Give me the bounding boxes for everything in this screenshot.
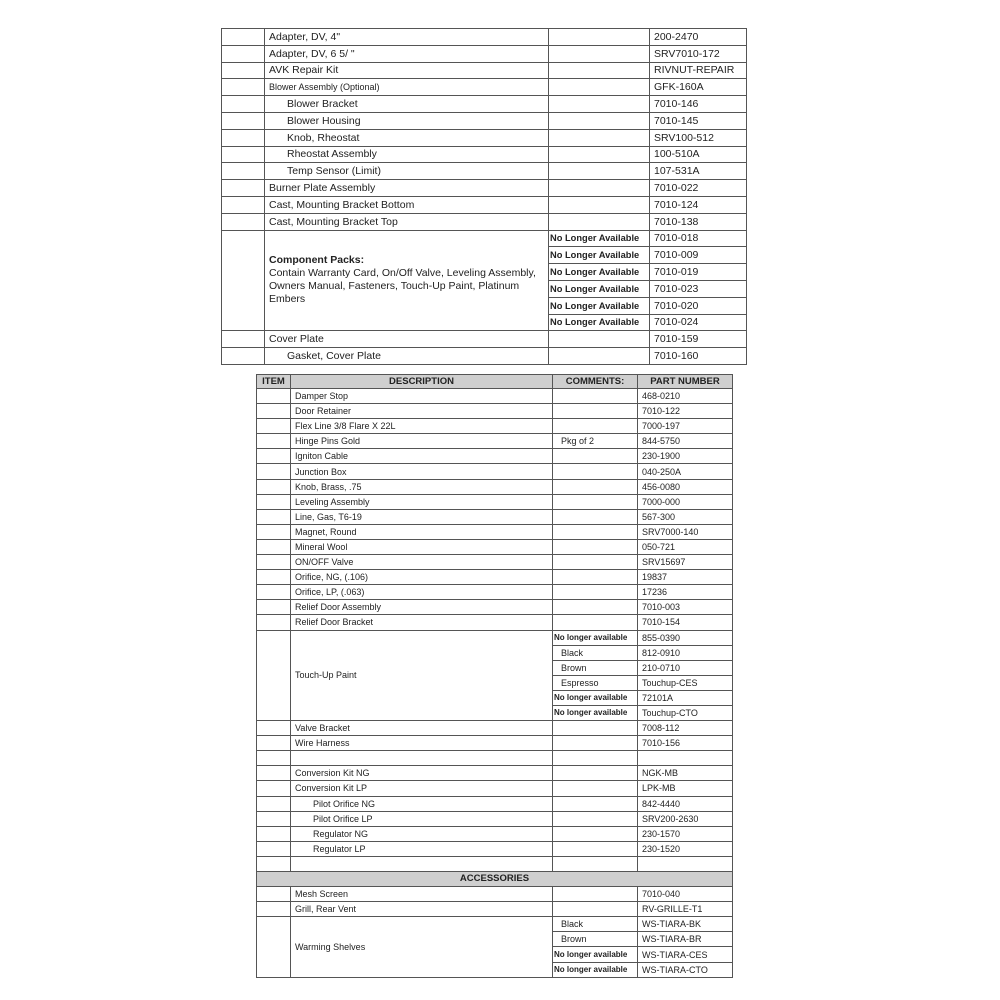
description-cell: Cover Plate (265, 331, 549, 348)
item-cell (257, 721, 291, 736)
comment-cell (553, 887, 638, 902)
comment-cell: No Longer Available (549, 297, 650, 314)
table-row (257, 796, 733, 811)
table-row (257, 389, 733, 404)
description-cell: Junction Box (291, 464, 553, 479)
description-cell: Cast, Mounting Bracket Bottom (265, 196, 549, 213)
part-number-cell: 7000-000 (638, 494, 733, 509)
item-cell (257, 479, 291, 494)
table-row (257, 585, 733, 600)
part-number-cell: 7010-023 (650, 280, 747, 297)
part-number-cell: RV-GRILLE-T1 (638, 902, 733, 917)
comment-cell: No Longer Available (549, 280, 650, 297)
comment-cell (553, 404, 638, 419)
table-row (222, 112, 747, 129)
header-part-number: PART NUMBER (638, 375, 733, 389)
table-row (257, 404, 733, 419)
part-number-cell: 7010-009 (650, 247, 747, 264)
comment-cell (553, 600, 638, 615)
description-cell: Flex Line 3/8 Flare X 22L (291, 419, 553, 434)
component-packs-cell (265, 230, 549, 331)
table-row (257, 509, 733, 524)
description-cell: Mesh Screen (291, 887, 553, 902)
comment-cell (549, 196, 650, 213)
comment-cell (549, 79, 650, 96)
part-number-cell: 7010-040 (638, 887, 733, 902)
description-cell (291, 751, 553, 766)
item-cell (257, 585, 291, 600)
table-row (257, 887, 733, 902)
parts-table-lower-body (257, 389, 733, 978)
item-cell (222, 348, 265, 365)
comment-cell: Black (553, 645, 638, 660)
part-number-cell: 230-1570 (638, 826, 733, 841)
part-number-cell: Touchup-CES (638, 675, 733, 690)
description-cell: Knob, Rheostat (265, 129, 549, 146)
comment-cell: No Longer Available (549, 264, 650, 281)
comment-cell: No longer available (553, 690, 638, 705)
part-number-cell: 7010-003 (638, 600, 733, 615)
table-row (257, 524, 733, 539)
part-number-cell: 7000-197 (638, 419, 733, 434)
item-cell (222, 213, 265, 230)
table-row (257, 630, 733, 645)
description-cell: Cast, Mounting Bracket Top (265, 213, 549, 230)
part-number-cell: 17236 (638, 585, 733, 600)
part-number-cell: 468-0210 (638, 389, 733, 404)
comment-cell: No Longer Available (549, 230, 650, 247)
comment-cell (549, 29, 650, 46)
table-row (257, 494, 733, 509)
table-row (222, 196, 747, 213)
comment-cell (553, 419, 638, 434)
description-cell: Blower Assembly (Optional) (265, 79, 549, 96)
comment-cell (553, 721, 638, 736)
description-cell: Igniton Cable (291, 449, 553, 464)
comment-cell (549, 348, 650, 365)
comment-cell (553, 736, 638, 751)
description-cell: Conversion Kit NG (291, 766, 553, 781)
part-number-cell: WS-TIARA-CTO (638, 962, 733, 977)
item-cell (257, 826, 291, 841)
component-packs-text: Contain Warranty Card, On/Off Valve, Leveling Assembly, Owners Manual, Fasteners, Touch-Up Paint, Platinum Embers (269, 267, 536, 306)
part-number-cell: 7010-160 (650, 348, 747, 365)
part-number-cell: 210-0710 (638, 660, 733, 675)
header-item: ITEM (257, 375, 291, 389)
table-row (222, 163, 747, 180)
item-cell (222, 180, 265, 197)
description-cell: Valve Bracket (291, 721, 553, 736)
part-number-cell: GFK-160A (650, 79, 747, 96)
accessories-label: ACCESSORIES (257, 872, 733, 887)
comment-cell (553, 555, 638, 570)
description-cell: Blower Bracket (265, 96, 549, 113)
parts-table-lower (256, 374, 733, 978)
parts-table-upper-body (222, 29, 747, 365)
table-row (222, 146, 747, 163)
description-cell: Adapter, DV, 6 5/ " (265, 45, 549, 62)
part-number-cell: 842-4440 (638, 796, 733, 811)
description-cell: Door Retainer (291, 404, 553, 419)
table-row (222, 62, 747, 79)
description-cell: Temp Sensor (Limit) (265, 163, 549, 180)
comment-cell (553, 524, 638, 539)
table-row (222, 45, 747, 62)
table-row (257, 434, 733, 449)
item-cell (257, 449, 291, 464)
comment-cell (549, 45, 650, 62)
description-cell: Regulator NG (291, 826, 553, 841)
part-number-cell: SRV15697 (638, 555, 733, 570)
item-cell (257, 600, 291, 615)
part-number-cell: Touchup-CTO (638, 705, 733, 720)
description-cell: Damper Stop (291, 389, 553, 404)
table-row (257, 856, 733, 871)
accessories-section-row (257, 872, 733, 887)
part-number-cell: 200-2470 (650, 29, 747, 46)
description-cell: Touch-Up Paint (291, 630, 553, 721)
description-cell: Adapter, DV, 4" (265, 29, 549, 46)
description-cell: Knob, Brass, .75 (291, 479, 553, 494)
comment-cell (553, 751, 638, 766)
part-number-cell: 7010-022 (650, 180, 747, 197)
item-cell (257, 751, 291, 766)
description-cell: AVK Repair Kit (265, 62, 549, 79)
part-number-cell: SRV200-2630 (638, 811, 733, 826)
table-row (257, 570, 733, 585)
comment-cell (549, 129, 650, 146)
comment-cell: Espresso (553, 675, 638, 690)
description-cell: Pilot Orifice NG (291, 796, 553, 811)
table-row (257, 917, 733, 932)
table-row (222, 348, 747, 365)
table-row (222, 129, 747, 146)
description-cell: Relief Door Assembly (291, 600, 553, 615)
table-row (257, 539, 733, 554)
item-cell (257, 902, 291, 917)
part-number-cell: RIVNUT-REPAIR (650, 62, 747, 79)
table-row (257, 721, 733, 736)
part-number-cell: SRV7000-140 (638, 524, 733, 539)
part-number-cell: 19837 (638, 570, 733, 585)
item-cell (257, 630, 291, 721)
table-row (257, 841, 733, 856)
part-number-cell: 050-721 (638, 539, 733, 554)
item-cell (222, 196, 265, 213)
component-packs-title: Component Packs: (269, 254, 365, 267)
comment-cell (553, 464, 638, 479)
description-cell: Orifice, LP, (.063) (291, 585, 553, 600)
item-cell (257, 509, 291, 524)
item-cell (257, 811, 291, 826)
comment-cell (553, 766, 638, 781)
description-cell: Conversion Kit LP (291, 781, 553, 796)
description-cell: Hinge Pins Gold (291, 434, 553, 449)
parts-table-upper (221, 28, 747, 365)
table-row (257, 811, 733, 826)
item-cell (222, 45, 265, 62)
comment-cell (553, 585, 638, 600)
comment-cell: No longer available (553, 947, 638, 962)
item-cell (257, 766, 291, 781)
item-cell (257, 404, 291, 419)
table-row (257, 766, 733, 781)
table-row (257, 615, 733, 630)
item-cell (257, 419, 291, 434)
comment-cell (553, 494, 638, 509)
table-row (257, 479, 733, 494)
part-number-cell: 7010-146 (650, 96, 747, 113)
item-cell (257, 736, 291, 751)
item-cell (222, 62, 265, 79)
item-cell (222, 79, 265, 96)
table-row (257, 419, 733, 434)
comment-cell (553, 449, 638, 464)
comment-cell (549, 62, 650, 79)
comment-cell (553, 570, 638, 585)
item-cell (257, 856, 291, 871)
part-number-cell: 7010-122 (638, 404, 733, 419)
part-number-cell: 040-250A (638, 464, 733, 479)
table-row (257, 600, 733, 615)
table-row (222, 213, 747, 230)
item-cell (222, 230, 265, 331)
item-cell (222, 129, 265, 146)
comment-cell (553, 479, 638, 494)
table-row (222, 331, 747, 348)
part-number-cell: SRV100-512 (650, 129, 747, 146)
part-number-cell: 456-0080 (638, 479, 733, 494)
part-number-cell: 7010-124 (650, 196, 747, 213)
comment-cell (553, 841, 638, 856)
comment-cell (549, 146, 650, 163)
comment-cell (553, 389, 638, 404)
item-cell (257, 570, 291, 585)
item-cell (222, 331, 265, 348)
comment-cell (553, 509, 638, 524)
item-cell (222, 146, 265, 163)
comment-cell: No longer available (553, 705, 638, 720)
part-number-cell: 72101A (638, 690, 733, 705)
part-number-cell: 812-0910 (638, 645, 733, 660)
table-row (257, 555, 733, 570)
description-cell: Line, Gas, T6-19 (291, 509, 553, 524)
comment-cell (553, 781, 638, 796)
item-cell (257, 434, 291, 449)
description-cell: Gasket, Cover Plate (265, 348, 549, 365)
part-number-cell: 7010-159 (650, 331, 747, 348)
part-number-cell: 230-1900 (638, 449, 733, 464)
item-cell (257, 781, 291, 796)
comment-cell: Brown (553, 932, 638, 947)
item-cell (257, 796, 291, 811)
description-cell: Mineral Wool (291, 539, 553, 554)
table-row (257, 751, 733, 766)
part-number-cell: LPK-MB (638, 781, 733, 796)
part-number-cell: 567-300 (638, 509, 733, 524)
part-number-cell: 7010-138 (650, 213, 747, 230)
part-number-cell (638, 856, 733, 871)
comment-cell: No Longer Available (549, 314, 650, 331)
comment-cell (553, 826, 638, 841)
item-cell (257, 555, 291, 570)
item-cell (257, 887, 291, 902)
comment-cell: No longer available (553, 630, 638, 645)
part-number-cell: 7010-154 (638, 615, 733, 630)
table-row (257, 902, 733, 917)
comment-cell: Brown (553, 660, 638, 675)
item-cell (257, 464, 291, 479)
description-cell: Pilot Orifice LP (291, 811, 553, 826)
table-row (257, 449, 733, 464)
description-cell: Orifice, NG, (.106) (291, 570, 553, 585)
table-row (257, 736, 733, 751)
description-cell: ON/OFF Valve (291, 555, 553, 570)
header-comments: COMMENTS: (553, 375, 638, 389)
comment-cell (553, 856, 638, 871)
part-number-cell: 844-5750 (638, 434, 733, 449)
description-cell: Burner Plate Assembly (265, 180, 549, 197)
table-row (222, 230, 747, 247)
comment-cell (549, 96, 650, 113)
part-number-cell: 7010-020 (650, 297, 747, 314)
part-number-cell: 7010-018 (650, 230, 747, 247)
comment-cell (549, 213, 650, 230)
part-number-cell: 7010-145 (650, 112, 747, 129)
part-number-cell: 7010-156 (638, 736, 733, 751)
comment-cell (553, 796, 638, 811)
table-row (222, 29, 747, 46)
comment-cell (549, 112, 650, 129)
part-number-cell: NGK-MB (638, 766, 733, 781)
comment-cell: No Longer Available (549, 247, 650, 264)
item-cell (257, 841, 291, 856)
comment-cell (553, 539, 638, 554)
description-cell: Wire Harness (291, 736, 553, 751)
item-cell (222, 112, 265, 129)
item-cell (257, 615, 291, 630)
description-cell: Rheostat Assembly (265, 146, 549, 163)
description-cell: Leveling Assembly (291, 494, 553, 509)
description-cell: Regulator LP (291, 841, 553, 856)
part-number-cell: 100-510A (650, 146, 747, 163)
table-row (257, 781, 733, 796)
item-cell (222, 29, 265, 46)
description-cell: Relief Door Bracket (291, 615, 553, 630)
part-number-cell: 7010-019 (650, 264, 747, 281)
table-row (257, 826, 733, 841)
description-cell: Blower Housing (265, 112, 549, 129)
description-cell (291, 856, 553, 871)
description-cell: Grill, Rear Vent (291, 902, 553, 917)
part-number-cell: 107-531A (650, 163, 747, 180)
item-cell (257, 494, 291, 509)
comment-cell (549, 180, 650, 197)
table-row (222, 180, 747, 197)
comment-cell (549, 331, 650, 348)
item-cell (257, 389, 291, 404)
part-number-cell: WS-TIARA-BR (638, 932, 733, 947)
part-number-cell: 7008-112 (638, 721, 733, 736)
item-cell (257, 539, 291, 554)
comment-cell: No longer available (553, 962, 638, 977)
header-description: DESCRIPTION (291, 375, 553, 389)
item-cell (222, 163, 265, 180)
item-cell (257, 917, 291, 977)
part-number-cell: 230-1520 (638, 841, 733, 856)
table-row (257, 464, 733, 479)
comment-cell (549, 163, 650, 180)
part-number-cell: WS-TIARA-CES (638, 947, 733, 962)
comment-cell: Black (553, 917, 638, 932)
table-header-row (257, 375, 733, 389)
part-number-cell: WS-TIARA-BK (638, 917, 733, 932)
part-number-cell (638, 751, 733, 766)
table-row (222, 96, 747, 113)
comment-cell (553, 811, 638, 826)
comment-cell (553, 902, 638, 917)
part-number-cell: 855-0390 (638, 630, 733, 645)
item-cell (222, 96, 265, 113)
description-cell: Magnet, Round (291, 524, 553, 539)
comment-cell: Pkg of 2 (553, 434, 638, 449)
table-row (222, 79, 747, 96)
item-cell (257, 524, 291, 539)
part-number-cell: SRV7010-172 (650, 45, 747, 62)
part-number-cell: 7010-024 (650, 314, 747, 331)
description-cell: Warming Shelves (291, 917, 553, 977)
comment-cell (553, 615, 638, 630)
